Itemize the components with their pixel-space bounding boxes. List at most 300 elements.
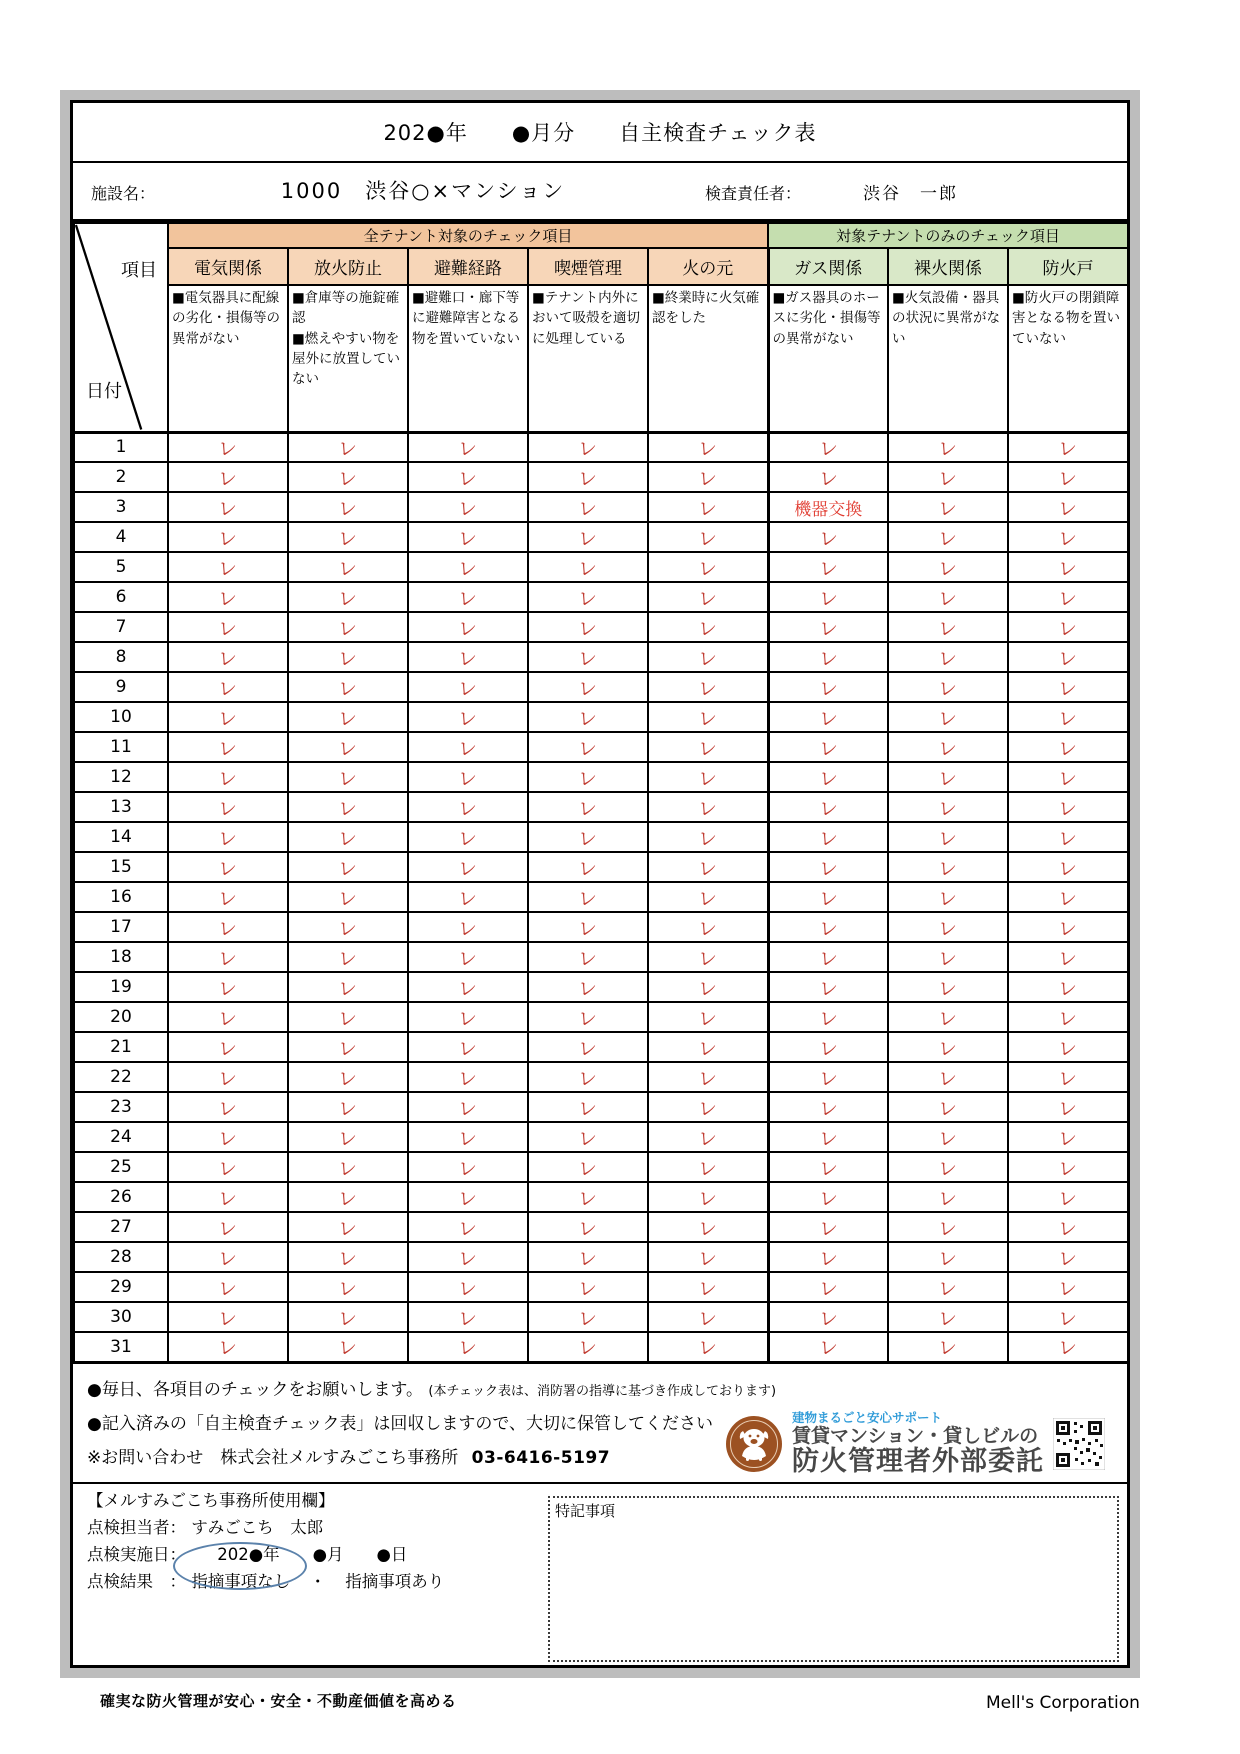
check-mark: レ bbox=[217, 916, 239, 941]
check-cell bbox=[648, 1302, 768, 1332]
check-cell bbox=[168, 1332, 288, 1362]
check-mark: レ bbox=[337, 1186, 359, 1211]
check-cell bbox=[168, 1002, 288, 1032]
check-cell bbox=[1008, 1242, 1128, 1272]
check-mark: レ bbox=[817, 946, 839, 971]
check-mark: レ bbox=[817, 1306, 839, 1331]
check-mark: レ bbox=[577, 1276, 599, 1301]
company-logo bbox=[725, 1411, 1105, 1476]
check-mark: レ bbox=[457, 766, 479, 791]
check-cell bbox=[168, 1062, 288, 1092]
check-mark: レ bbox=[697, 1276, 719, 1301]
check-cell bbox=[648, 792, 768, 822]
column-description-電気関係: ■電気器具に配線の劣化・損傷等の異常がない bbox=[168, 285, 288, 432]
check-cell bbox=[168, 1152, 288, 1182]
check-cell bbox=[768, 762, 888, 792]
check-table-body bbox=[74, 432, 1128, 1362]
check-mark: レ bbox=[937, 886, 959, 911]
check-mark: レ bbox=[817, 586, 839, 611]
check-cell bbox=[768, 612, 888, 642]
check-cell bbox=[288, 762, 408, 792]
check-mark: レ bbox=[337, 1126, 359, 1151]
check-mark: レ bbox=[1057, 946, 1079, 971]
check-cell bbox=[648, 732, 768, 762]
check-cell bbox=[288, 492, 408, 522]
check-mark: レ bbox=[697, 1216, 719, 1241]
check-cell bbox=[648, 1032, 768, 1062]
check-cell bbox=[768, 582, 888, 612]
check-cell bbox=[528, 1002, 648, 1032]
day-row-16 bbox=[74, 882, 1128, 912]
check-mark: レ bbox=[457, 466, 479, 491]
check-mark: レ bbox=[337, 676, 359, 701]
check-mark: レ bbox=[937, 1186, 959, 1211]
check-mark: レ bbox=[937, 766, 959, 791]
corner-label-date: 日付 bbox=[86, 380, 122, 402]
day-number: 19 bbox=[74, 972, 168, 1002]
check-mark: レ bbox=[1057, 766, 1079, 791]
check-cell bbox=[168, 552, 288, 582]
check-cell bbox=[768, 1302, 888, 1332]
column-group-header-1: 対象テナントのみのチェック項目 bbox=[768, 223, 1128, 248]
column-header-火の元: 火の元 bbox=[648, 248, 768, 285]
check-cell bbox=[1008, 1302, 1128, 1332]
check-mark: レ bbox=[937, 1006, 959, 1031]
day-row-3 bbox=[74, 492, 1128, 522]
day-row-25 bbox=[74, 1152, 1128, 1182]
check-cell bbox=[888, 1002, 1008, 1032]
check-mark: レ bbox=[217, 1246, 239, 1271]
check-mark: レ bbox=[697, 946, 719, 971]
check-cell bbox=[888, 1272, 1008, 1302]
check-cell bbox=[528, 612, 648, 642]
check-cell bbox=[408, 672, 528, 702]
check-mark: レ bbox=[457, 646, 479, 671]
check-mark: レ bbox=[457, 1156, 479, 1181]
check-mark: レ bbox=[1057, 676, 1079, 701]
check-cell bbox=[768, 1272, 888, 1302]
check-mark: レ bbox=[817, 1186, 839, 1211]
title-row bbox=[73, 103, 1127, 163]
check-cell bbox=[168, 1212, 288, 1242]
check-cell bbox=[408, 942, 528, 972]
day-row-18 bbox=[74, 942, 1128, 972]
check-cell bbox=[168, 822, 288, 852]
check-mark: レ bbox=[457, 706, 479, 731]
check-mark: レ bbox=[937, 646, 959, 671]
check-cell bbox=[888, 852, 1008, 882]
check-cell bbox=[888, 732, 1008, 762]
check-mark: レ bbox=[937, 856, 959, 881]
check-cell bbox=[648, 1152, 768, 1182]
check-mark: レ bbox=[697, 466, 719, 491]
check-mark: レ bbox=[577, 856, 599, 881]
check-mark: レ bbox=[217, 856, 239, 881]
check-mark: レ bbox=[817, 676, 839, 701]
check-cell bbox=[528, 702, 648, 732]
check-cell bbox=[888, 492, 1008, 522]
check-mark: レ bbox=[577, 556, 599, 581]
check-cell bbox=[408, 1152, 528, 1182]
check-mark: レ bbox=[457, 1306, 479, 1331]
check-mark: レ bbox=[817, 646, 839, 671]
check-cell bbox=[288, 1062, 408, 1092]
check-mark: レ bbox=[1057, 886, 1079, 911]
check-cell bbox=[288, 672, 408, 702]
footer-slogan: 確実な防火管理が安心・安全・不動産価値を高める bbox=[100, 1692, 457, 1710]
check-cell bbox=[528, 912, 648, 942]
check-cell bbox=[168, 882, 288, 912]
check-cell bbox=[768, 852, 888, 882]
column-description-避難経路: ■避難口・廊下等に避難障害となる物を置いていない bbox=[408, 285, 528, 432]
check-cell bbox=[1008, 642, 1128, 672]
check-mark: レ bbox=[457, 1036, 479, 1061]
check-mark: レ bbox=[697, 706, 719, 731]
check-mark: レ bbox=[937, 946, 959, 971]
check-mark: レ bbox=[1057, 1006, 1079, 1031]
check-mark: レ bbox=[577, 1096, 599, 1121]
check-mark: レ bbox=[217, 1126, 239, 1151]
check-cell bbox=[528, 732, 648, 762]
check-mark: レ bbox=[217, 496, 239, 521]
check-mark: レ bbox=[1057, 1096, 1079, 1121]
check-cell bbox=[1008, 672, 1128, 702]
check-mark: レ bbox=[937, 496, 959, 521]
check-cell bbox=[1008, 942, 1128, 972]
note-1-subtext: (本チェック表は、消防署の指導に基づき作成しております) bbox=[428, 1383, 777, 1399]
check-mark: レ bbox=[577, 1306, 599, 1331]
check-mark: レ bbox=[697, 856, 719, 881]
check-cell bbox=[528, 852, 648, 882]
check-cell bbox=[1008, 1212, 1128, 1242]
column-header-放火防止: 放火防止 bbox=[288, 248, 408, 285]
check-cell bbox=[168, 612, 288, 642]
check-cell bbox=[408, 612, 528, 642]
check-cell bbox=[528, 432, 648, 462]
check-mark: レ bbox=[337, 1066, 359, 1091]
check-cell bbox=[648, 942, 768, 972]
check-mark: レ bbox=[817, 976, 839, 1001]
check-mark: レ bbox=[697, 1156, 719, 1181]
checklist-sheet bbox=[60, 90, 1140, 1678]
check-mark: レ bbox=[937, 706, 959, 731]
check-mark: レ bbox=[217, 526, 239, 551]
check-cell bbox=[648, 492, 768, 522]
check-mark: レ bbox=[217, 796, 239, 821]
check-mark: レ bbox=[217, 556, 239, 581]
check-cell bbox=[528, 1302, 648, 1332]
check-mark: レ bbox=[217, 946, 239, 971]
contact-phone: 03-6416-5197 bbox=[471, 1447, 611, 1468]
check-mark: レ bbox=[817, 1336, 839, 1361]
check-cell bbox=[888, 642, 1008, 672]
check-mark: レ bbox=[217, 1156, 239, 1181]
check-mark: レ bbox=[337, 736, 359, 761]
check-cell bbox=[408, 1062, 528, 1092]
check-cell bbox=[648, 582, 768, 612]
check-mark: レ bbox=[577, 766, 599, 791]
check-cell bbox=[888, 462, 1008, 492]
check-cell bbox=[888, 672, 1008, 702]
check-mark: レ bbox=[817, 1036, 839, 1061]
note-2-text: ●記入済みの「自主検査チェック表」は回収しますので、大切に保管してください bbox=[87, 1413, 713, 1434]
check-cell bbox=[648, 462, 768, 492]
check-cell bbox=[648, 1062, 768, 1092]
check-cell bbox=[648, 972, 768, 1002]
column-header-ガス関係: ガス関係 bbox=[768, 248, 888, 285]
logo-line-1: 賃貸マンション・貸しビルの bbox=[792, 1424, 1039, 1447]
day-number: 3 bbox=[74, 492, 168, 522]
column-description-放火防止: ■倉庫等の施錠確認 ■燃えやすい物を屋外に放置していない bbox=[288, 285, 408, 432]
dog-badge-icon bbox=[725, 1415, 783, 1473]
check-cell bbox=[768, 1062, 888, 1092]
check-cell bbox=[168, 1302, 288, 1332]
check-mark: レ bbox=[817, 826, 839, 851]
check-cell bbox=[768, 942, 888, 972]
check-mark: レ bbox=[457, 976, 479, 1001]
check-cell bbox=[1008, 1272, 1128, 1302]
check-mark: レ bbox=[937, 1216, 959, 1241]
check-cell bbox=[528, 582, 648, 612]
column-header-裸火関係: 裸火関係 bbox=[888, 248, 1008, 285]
check-mark: レ bbox=[817, 706, 839, 731]
check-cell bbox=[288, 1302, 408, 1332]
day-number: 15 bbox=[74, 852, 168, 882]
check-cell bbox=[648, 432, 768, 462]
check-cell bbox=[888, 1032, 1008, 1062]
facility-row bbox=[73, 163, 1127, 222]
check-cell bbox=[1008, 732, 1128, 762]
check-mark: レ bbox=[577, 1066, 599, 1091]
check-cell bbox=[768, 732, 888, 762]
check-cell bbox=[888, 1062, 1008, 1092]
check-cell bbox=[888, 552, 1008, 582]
check-mark: レ bbox=[217, 646, 239, 671]
check-mark: レ bbox=[817, 766, 839, 791]
check-mark: レ bbox=[457, 1216, 479, 1241]
day-number: 17 bbox=[74, 912, 168, 942]
page-title: 202●年 ●月分 自主検査チェック表 bbox=[383, 121, 817, 145]
check-mark: レ bbox=[697, 1246, 719, 1271]
result-selected-ellipse bbox=[173, 1542, 307, 1590]
check-cell bbox=[888, 1332, 1008, 1362]
check-cell bbox=[648, 672, 768, 702]
check-cell bbox=[408, 882, 528, 912]
check-mark: レ bbox=[1057, 466, 1079, 491]
day-row-10 bbox=[74, 702, 1128, 732]
notes-section bbox=[73, 1364, 1127, 1484]
check-mark: レ bbox=[1057, 586, 1079, 611]
check-cell bbox=[768, 792, 888, 822]
check-mark: レ bbox=[697, 646, 719, 671]
check-mark: レ bbox=[337, 706, 359, 731]
check-cell bbox=[288, 792, 408, 822]
inspector-value: 渋谷 一郎 bbox=[863, 184, 958, 204]
check-cell bbox=[168, 1182, 288, 1212]
check-cell bbox=[648, 912, 768, 942]
day-number: 2 bbox=[74, 462, 168, 492]
check-cell bbox=[408, 762, 528, 792]
check-mark: レ bbox=[1057, 556, 1079, 581]
check-cell bbox=[888, 1122, 1008, 1152]
check-mark: レ bbox=[337, 1276, 359, 1301]
note-line-1 bbox=[87, 1373, 1127, 1407]
check-cell bbox=[1008, 1182, 1128, 1212]
check-mark: レ bbox=[577, 946, 599, 971]
check-mark: レ bbox=[697, 766, 719, 791]
day-row-30 bbox=[74, 1302, 1128, 1332]
check-mark: レ bbox=[217, 1216, 239, 1241]
check-mark: レ bbox=[457, 1126, 479, 1151]
day-number: 11 bbox=[74, 732, 168, 762]
check-mark: レ bbox=[817, 886, 839, 911]
check-mark: レ bbox=[937, 1036, 959, 1061]
check-cell bbox=[288, 552, 408, 582]
day-number: 8 bbox=[74, 642, 168, 672]
page-frame bbox=[70, 100, 1130, 1668]
check-mark: レ bbox=[457, 496, 479, 521]
check-mark: レ bbox=[577, 646, 599, 671]
day-row-15 bbox=[74, 852, 1128, 882]
check-mark: レ bbox=[217, 616, 239, 641]
check-mark: レ bbox=[1057, 1276, 1079, 1301]
day-row-1 bbox=[74, 432, 1128, 462]
check-cell bbox=[288, 882, 408, 912]
check-mark: レ bbox=[457, 436, 479, 461]
check-cell bbox=[168, 582, 288, 612]
check-cell bbox=[288, 1032, 408, 1062]
check-cell bbox=[888, 882, 1008, 912]
check-cell bbox=[768, 1122, 888, 1152]
check-mark: レ bbox=[1057, 856, 1079, 881]
check-mark: レ bbox=[937, 1246, 959, 1271]
check-cell bbox=[528, 1032, 648, 1062]
check-mark: レ bbox=[217, 976, 239, 1001]
check-cell bbox=[768, 1242, 888, 1272]
check-cell bbox=[168, 522, 288, 552]
check-cell bbox=[888, 432, 1008, 462]
check-cell bbox=[1008, 882, 1128, 912]
check-mark: レ bbox=[697, 736, 719, 761]
check-mark: レ bbox=[1057, 796, 1079, 821]
check-cell bbox=[768, 1332, 888, 1362]
check-mark: レ bbox=[817, 616, 839, 641]
check-mark: レ bbox=[937, 1096, 959, 1121]
check-cell bbox=[408, 522, 528, 552]
column-header-喫煙管理: 喫煙管理 bbox=[528, 248, 648, 285]
check-mark: レ bbox=[337, 856, 359, 881]
check-cell bbox=[528, 1212, 648, 1242]
check-cell bbox=[1008, 1122, 1128, 1152]
check-mark: レ bbox=[937, 1336, 959, 1361]
check-cell bbox=[528, 1332, 648, 1362]
check-cell bbox=[408, 1302, 528, 1332]
check-cell bbox=[408, 1272, 528, 1302]
check-cell bbox=[528, 882, 648, 912]
check-cell bbox=[648, 522, 768, 552]
check-mark: レ bbox=[1057, 1336, 1079, 1361]
check-mark: レ bbox=[457, 946, 479, 971]
check-mark: レ bbox=[697, 1126, 719, 1151]
inspection-date-label: 点検実施日： bbox=[87, 1544, 186, 1564]
check-mark: レ bbox=[217, 1036, 239, 1061]
check-cell bbox=[768, 522, 888, 552]
check-cell bbox=[288, 1182, 408, 1212]
check-mark: レ bbox=[1057, 616, 1079, 641]
check-cell bbox=[768, 432, 888, 462]
check-cell bbox=[768, 1092, 888, 1122]
check-mark: レ bbox=[217, 766, 239, 791]
check-cell bbox=[168, 1272, 288, 1302]
check-cell bbox=[648, 1182, 768, 1212]
check-mark: レ bbox=[217, 676, 239, 701]
inspector-label: 検査責任者： bbox=[705, 184, 802, 203]
column-header-避難経路: 避難経路 bbox=[408, 248, 528, 285]
check-cell bbox=[768, 1032, 888, 1062]
day-number: 21 bbox=[74, 1032, 168, 1062]
check-mark: レ bbox=[337, 616, 359, 641]
check-cell bbox=[768, 972, 888, 1002]
check-mark: レ bbox=[697, 826, 719, 851]
check-mark: レ bbox=[817, 1156, 839, 1181]
check-mark: レ bbox=[457, 586, 479, 611]
check-cell bbox=[288, 1242, 408, 1272]
check-cell bbox=[768, 672, 888, 702]
check-mark: レ bbox=[937, 466, 959, 491]
day-number: 13 bbox=[74, 792, 168, 822]
check-cell bbox=[408, 852, 528, 882]
check-mark: レ bbox=[457, 1006, 479, 1031]
check-cell bbox=[1008, 522, 1128, 552]
check-cell bbox=[288, 1152, 408, 1182]
check-mark: レ bbox=[337, 886, 359, 911]
check-mark: レ bbox=[337, 646, 359, 671]
logo-tagline: 建物まるごと安心サポート bbox=[792, 1410, 943, 1426]
check-cell bbox=[1008, 1062, 1128, 1092]
check-mark: レ bbox=[337, 436, 359, 461]
check-mark: レ bbox=[577, 616, 599, 641]
check-mark: レ bbox=[817, 736, 839, 761]
check-mark: レ bbox=[817, 466, 839, 491]
day-row-27 bbox=[74, 1212, 1128, 1242]
check-cell bbox=[168, 492, 288, 522]
check-mark: レ bbox=[937, 826, 959, 851]
check-mark: レ bbox=[577, 1216, 599, 1241]
check-mark: レ bbox=[457, 1096, 479, 1121]
check-cell bbox=[288, 852, 408, 882]
staff-label: 点検担当者： bbox=[87, 1517, 186, 1537]
check-cell bbox=[408, 792, 528, 822]
check-cell bbox=[648, 822, 768, 852]
check-cell bbox=[528, 762, 648, 792]
check-mark: レ bbox=[577, 1126, 599, 1151]
inspection-date-value: 202●年 ●月 ●日 bbox=[217, 1544, 408, 1564]
check-cell bbox=[1008, 1092, 1128, 1122]
check-mark: レ bbox=[817, 526, 839, 551]
day-row-26 bbox=[74, 1182, 1128, 1212]
day-number: 6 bbox=[74, 582, 168, 612]
check-cell bbox=[1008, 822, 1128, 852]
check-mark: レ bbox=[937, 916, 959, 941]
check-cell bbox=[1008, 972, 1128, 1002]
check-cell bbox=[288, 582, 408, 612]
check-cell bbox=[1008, 1002, 1128, 1032]
check-cell bbox=[1008, 852, 1128, 882]
staff-value: すみごこち 太郎 bbox=[191, 1517, 324, 1537]
check-cell bbox=[288, 1122, 408, 1152]
column-header-電気関係: 電気関係 bbox=[168, 248, 288, 285]
check-mark: レ bbox=[217, 436, 239, 461]
